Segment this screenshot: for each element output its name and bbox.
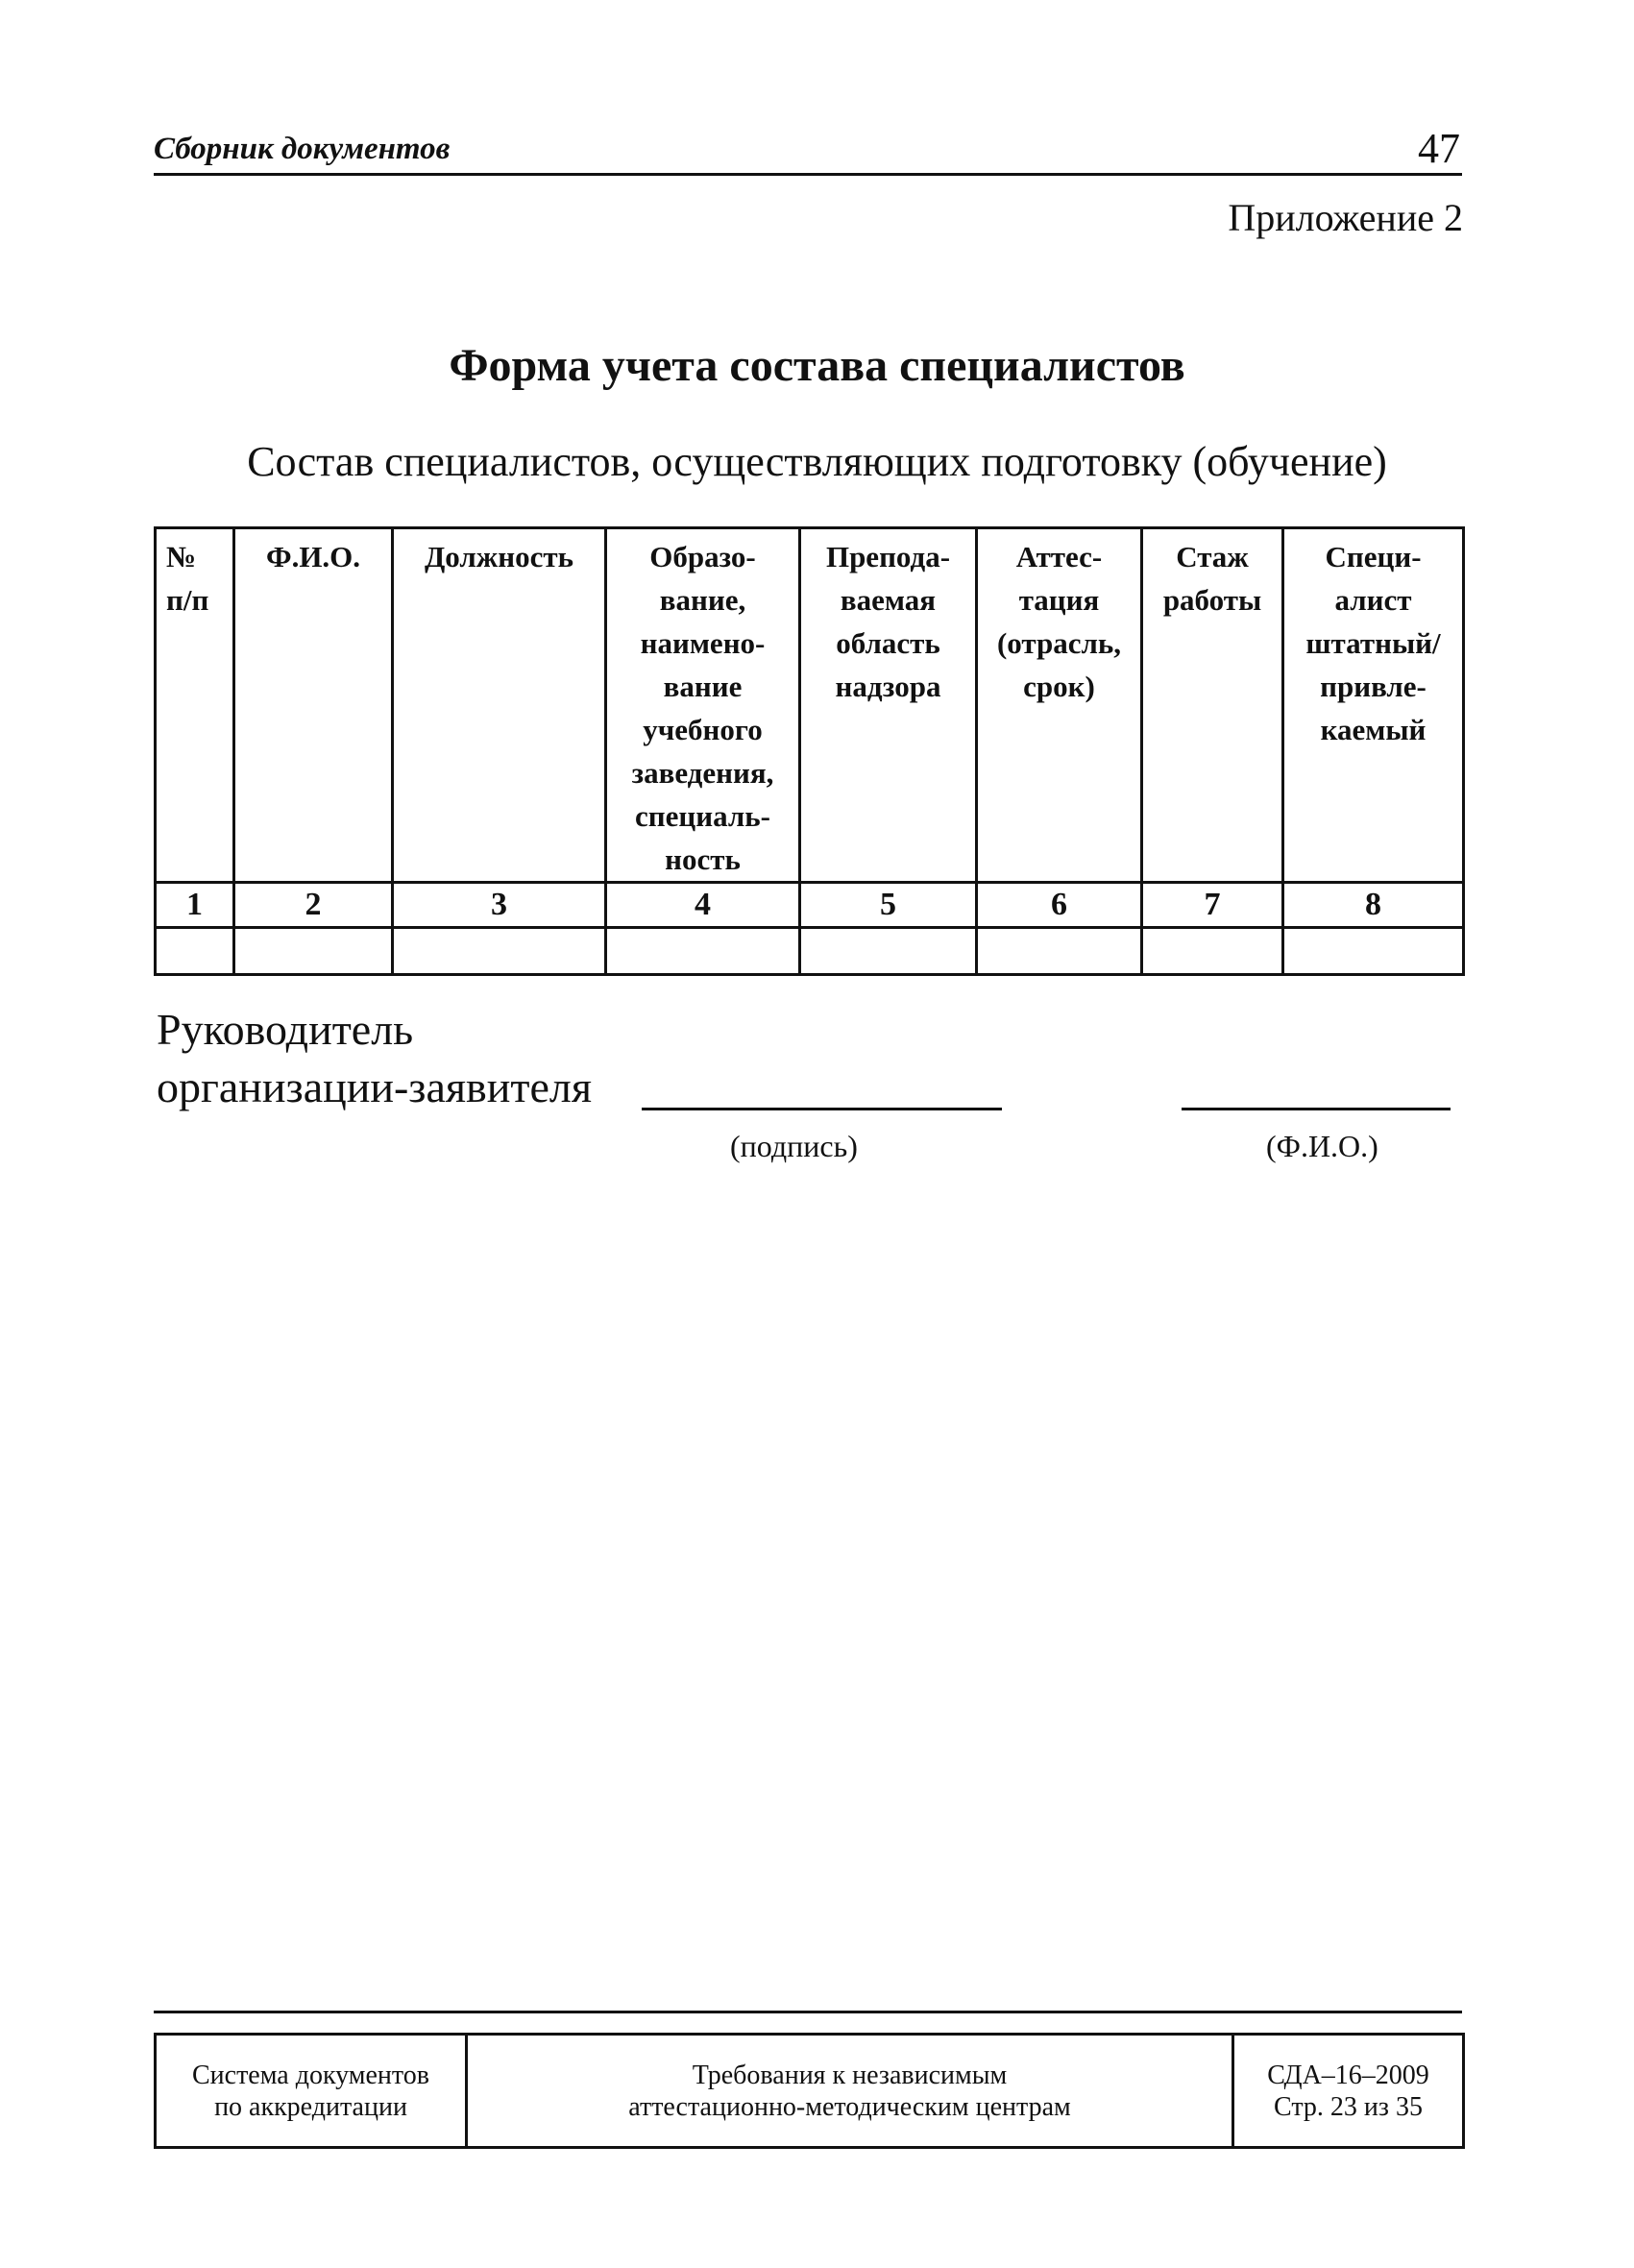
header-cell-experience: Стаж работы <box>1142 528 1283 883</box>
form-subtitle: Состав специалистов, осуществляющих подготовку (обучение) <box>247 438 1387 485</box>
header-cell-name: Ф.И.О. <box>234 528 393 883</box>
footer-document-title: Требования к независимым аттестационно-методическим центрам <box>467 2035 1233 2148</box>
footer-table <box>154 2033 1465 2149</box>
column-number: 3 <box>393 883 606 928</box>
column-number: 5 <box>800 883 977 928</box>
signature-line <box>642 1108 1002 1110</box>
header-cell-specialist-type: Специ- алист штатный/ привле- каемый <box>1283 528 1464 883</box>
column-number-row <box>156 883 1464 928</box>
running-header <box>154 113 1462 176</box>
empty-cell <box>800 928 977 975</box>
appendix-label: Приложение 2 <box>1228 196 1463 239</box>
header-cell-education: Образо- вание, наимено- вание учебного заведения, специаль- ность <box>606 528 800 883</box>
empty-cell <box>1142 928 1283 975</box>
collection-title: Сборник документов <box>154 132 451 166</box>
signature-caption: (подпись) <box>730 1129 858 1163</box>
specialists-table <box>154 526 1465 976</box>
footer-rule <box>154 2011 1462 2013</box>
footer-document-code: СДА–16–2009 Стр. 23 из 35 <box>1233 2035 1464 2148</box>
header-cell-teaching-area: Препода- ваемая область надзора <box>800 528 977 883</box>
header-cell-number: № п/п <box>156 528 234 883</box>
column-number: 4 <box>606 883 800 928</box>
table-header-row <box>156 528 1464 883</box>
signatory-role-line1: Руководитель <box>157 1005 414 1054</box>
column-number: 1 <box>156 883 234 928</box>
name-line <box>1182 1108 1451 1110</box>
table-row <box>156 928 1464 975</box>
empty-cell <box>606 928 800 975</box>
column-number: 6 <box>977 883 1142 928</box>
empty-cell <box>393 928 606 975</box>
form-title: Форма учета состава специалистов <box>449 340 1185 391</box>
column-number: 8 <box>1283 883 1464 928</box>
name-caption: (Ф.И.О.) <box>1266 1129 1378 1163</box>
empty-cell <box>1283 928 1464 975</box>
signatory-role-line2: организации-заявителя <box>157 1062 592 1111</box>
page-number: 47 <box>1418 125 1460 172</box>
empty-cell <box>156 928 234 975</box>
empty-cell <box>234 928 393 975</box>
column-number: 2 <box>234 883 393 928</box>
header-cell-position: Должность <box>393 528 606 883</box>
column-number: 7 <box>1142 883 1283 928</box>
empty-cell <box>977 928 1142 975</box>
header-cell-attestation: Аттес- тация (отрасль, срок) <box>977 528 1142 883</box>
footer-system-name: Система документов по аккредитации <box>156 2035 467 2148</box>
